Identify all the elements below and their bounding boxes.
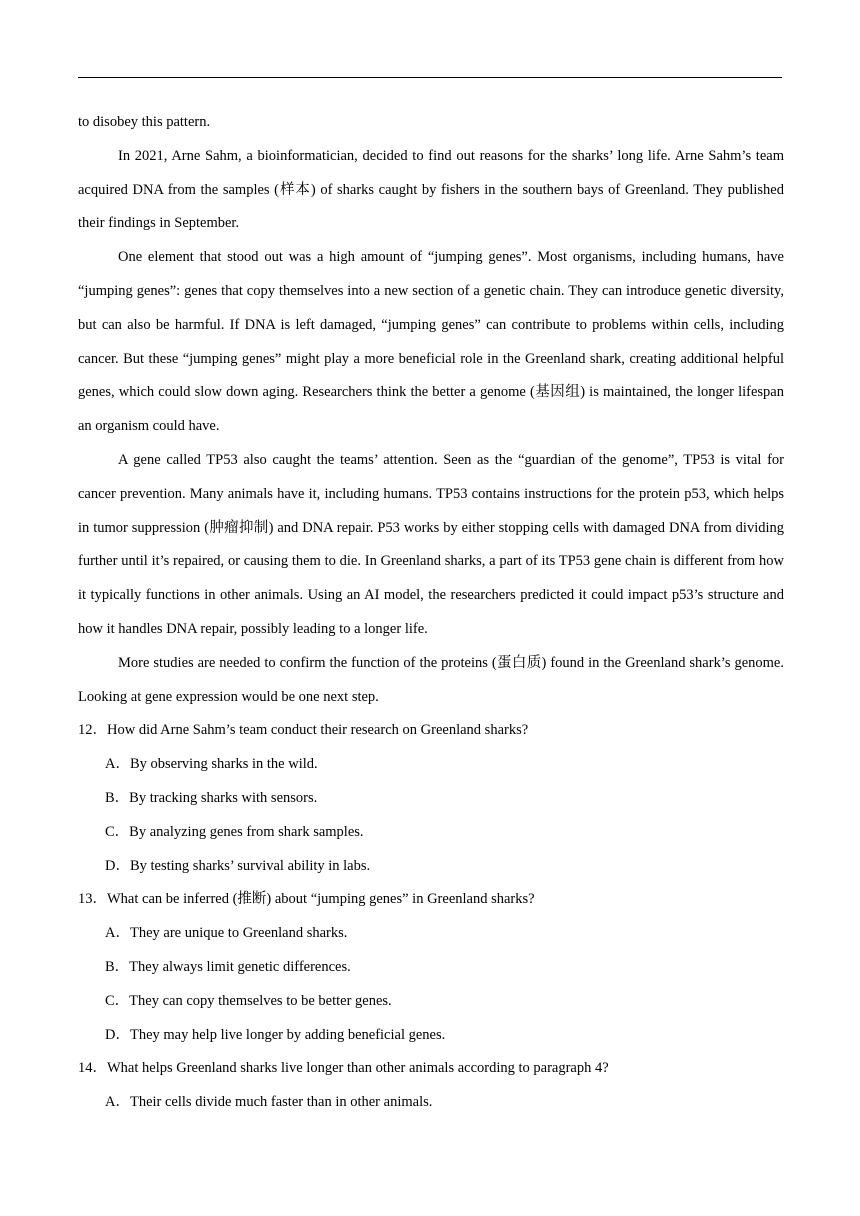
passage-paragraph: A gene called TP53 also caught the teams’ attention. Seen as the “guardian of the genome”, TP53 is vital for cancer prevention. Many animals have it, including humans. TP53 contains instructions for the protein p53, which helps in tumor suppression (肿瘤抑制) and DNA repair. P53 works by either stopping cells with damaged DNA from dividing further until it’s repaired, or causing them to die. In Greenland sharks, a part of its TP53 gene chain is different from how it typically functions in other animals. Using an AI model, the researchers predicted it could impact p53’s structure and how it handles DNA repair, possibly leading to a longer life. (78, 451, 784, 637)
question-13-stem: 13．What can be inferred (推断) about “jumping genes” in Greenland sharks? (78, 891, 535, 908)
question-12-stem: 12．How did Arne Sahm’s team conduct their research on Greenland sharks? (78, 722, 529, 739)
question-12-option-a: A．By observing sharks in the wild. (105, 756, 318, 773)
passage-paragraph: to disobey this pattern. (78, 114, 211, 130)
header-rule (78, 77, 782, 78)
passage-paragraph: More studies are needed to confirm the function of the proteins (蛋白质) found in the Greenland shark’s genome. Looking at gene expression would be one next step. (78, 654, 784, 705)
question-12-option-b: B．By tracking sharks with sensors. (105, 789, 318, 806)
question-13-option-d: D．They may help live longer by adding beneficial genes. (105, 1026, 446, 1043)
question-13-option-c: C．They can copy themselves to be better genes. (105, 992, 392, 1009)
question-14-stem: 14．What helps Greenland sharks live longer than other animals according to paragraph 4? (78, 1060, 609, 1077)
passage-paragraph: In 2021, Arne Sahm, a bioinformatician, decided to find out reasons for the sharks’ long life. Arne Sahm’s team acquired DNA from the samples (样本) of sharks caught by fishers in the southern bays of Greenland. They published their findings in September. (78, 147, 784, 232)
question-12-option-c: C．By analyzing genes from shark samples. (105, 823, 364, 840)
question-13-option-a: A．They are unique to Greenland sharks. (105, 925, 348, 942)
page-content (78, 106, 784, 1120)
question-12-option-d: D．By testing sharks’ survival ability in labs. (105, 857, 371, 874)
passage-paragraph: One element that stood out was a high amount of “jumping genes”. Most organisms, including humans, have “jumping genes”: genes that copy themselves into a new section of a genetic chain. They can introduce genetic diversity, but can also be harmful. If DNA is left damaged, “jumping genes” can contribute to problems within cells, including cancer. But these “jumping genes” might play a more beneficial role in the Greenland shark, creating additional helpful genes, which could slow down aging. Researchers think the better a genome (基因组) is maintained, the longer lifespan an organism could have. (78, 249, 784, 435)
question-14-option-a: A．Their cells divide much faster than in other animals. (105, 1094, 433, 1111)
question-13-option-b: B．They always limit genetic differences. (105, 958, 351, 975)
